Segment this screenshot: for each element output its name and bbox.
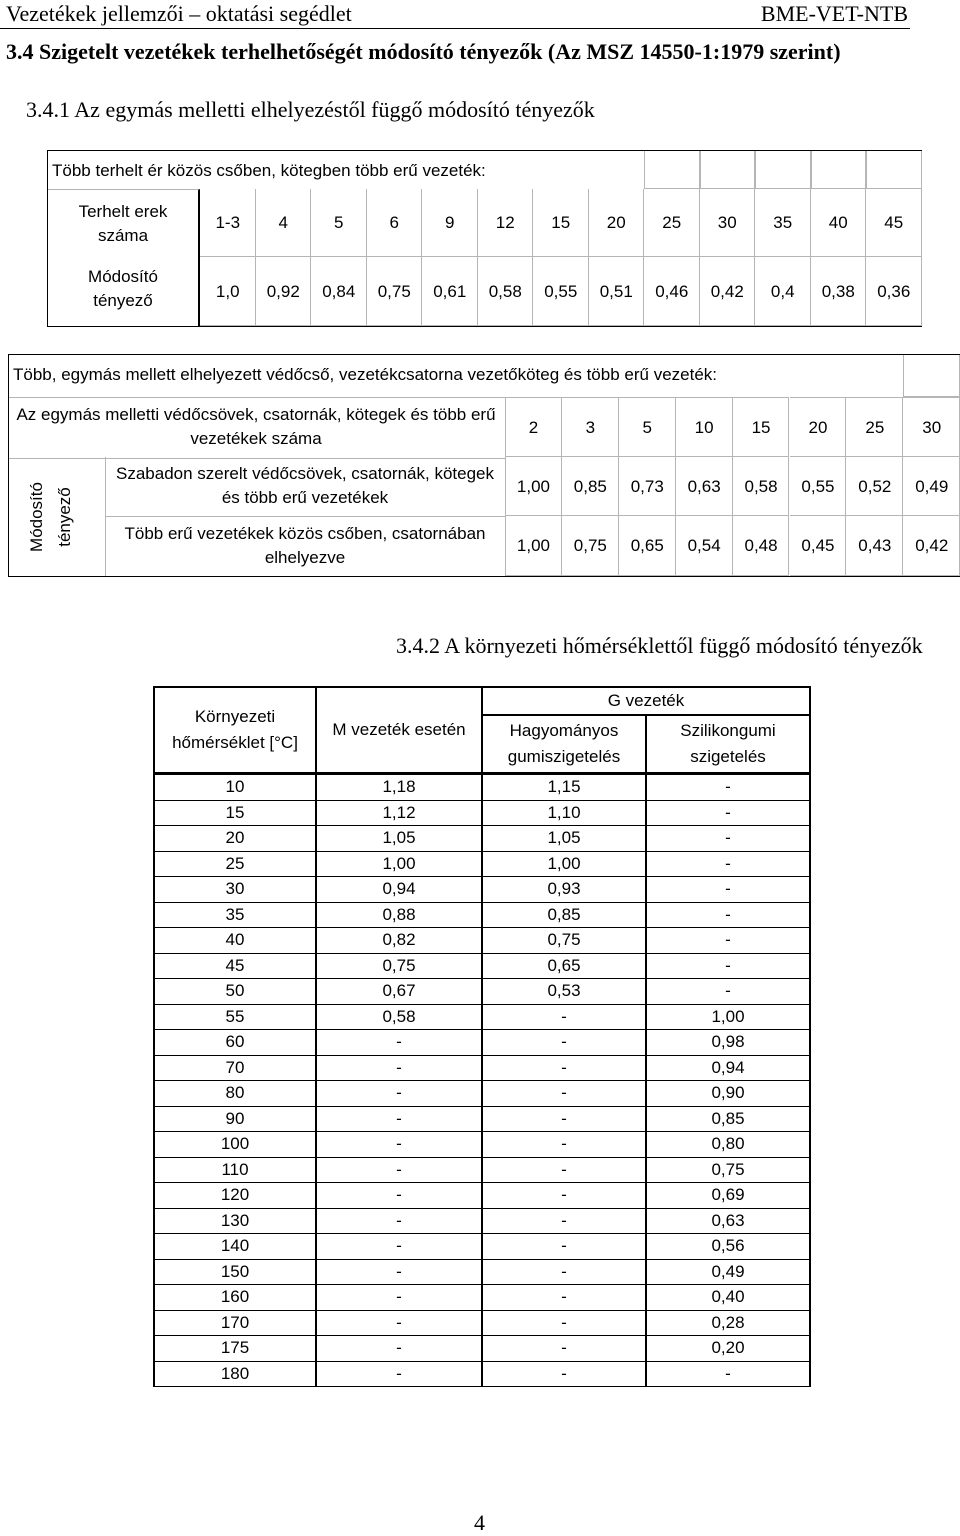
g-silicone-factor: -: [646, 774, 810, 801]
m-wire-factor: -: [316, 1361, 482, 1387]
table1-count-value: 20: [606, 213, 626, 232]
table2-cell: [790, 457, 847, 516]
table1-count-value: 30: [717, 213, 737, 232]
table1-label-column: [48, 189, 200, 327]
table1-row-label-factor: Módosító tényező: [88, 267, 158, 310]
table2-count-value: 15: [751, 418, 771, 437]
g-silicone-factor: 0,63: [646, 1208, 810, 1234]
g-silicone-factor: 0,69: [646, 1183, 810, 1209]
table1-cell: [589, 257, 645, 326]
header-rule: [0, 28, 910, 29]
m-wire-factor: 0,94: [316, 877, 482, 903]
table1-count-value: 12: [495, 213, 515, 232]
table-row: [154, 979, 810, 1005]
table2-count-label-cell: [9, 397, 506, 459]
temperature-value: 40: [154, 928, 316, 954]
table-row: [154, 1081, 810, 1107]
m-wire-factor: -: [316, 1157, 482, 1183]
table2-cell: [676, 516, 733, 576]
temperature-value: 80: [154, 1081, 316, 1107]
m-wire-factor: -: [316, 1285, 482, 1311]
g-silicone-factor: -: [646, 979, 810, 1005]
table2-side-label-cell: [9, 457, 106, 576]
table1-count-value: 35: [773, 213, 793, 232]
table1-cell: [644, 189, 700, 257]
g-silicone-factor: 0,56: [646, 1234, 810, 1260]
g-rubber-factor: -: [482, 1081, 646, 1107]
table2-row-label-free: Szabadon szerelt védőcsövek, csatornák, kötegek és több erű vezetékek: [116, 464, 494, 507]
table2-count-value: 3: [585, 418, 596, 437]
m-wire-factor: -: [316, 1259, 482, 1285]
table-adjacent-conduits: [8, 354, 960, 577]
g-rubber-factor: -: [482, 1055, 646, 1081]
table2-cell: [903, 457, 960, 516]
temperature-value: 130: [154, 1208, 316, 1234]
temperature-value: 25: [154, 851, 316, 877]
temperature-value: 60: [154, 1030, 316, 1056]
table1-factor-value: 0,92: [266, 281, 300, 301]
table1-cell: [422, 257, 478, 326]
table1-cell: [700, 189, 756, 257]
table1-count-value: 25: [662, 213, 682, 232]
table2-common-value: 0,48: [744, 536, 778, 555]
table1-factor-value: 0,46: [655, 281, 689, 301]
table2-cell: [846, 516, 903, 576]
table2-free-value: 1,00: [516, 476, 550, 496]
table1-row-label-count: Terhelt erek száma: [78, 202, 168, 245]
table1-factor-value: 0,84: [322, 281, 356, 301]
m-wire-factor: 1,00: [316, 851, 482, 877]
g-rubber-factor: -: [482, 1310, 646, 1336]
table-row: [154, 1234, 810, 1260]
table2-cell: [505, 397, 562, 457]
g-rubber-factor: 0,53: [482, 979, 646, 1005]
table2-free-value: 0,52: [858, 476, 892, 496]
g-silicone-factor: 1,00: [646, 1004, 810, 1030]
table2-free-value: 0,58: [744, 476, 778, 496]
table1-cell: [422, 189, 478, 257]
table-row: [154, 1106, 810, 1132]
table1-factor-value: 1,0: [215, 281, 240, 301]
table2-row-label-common-cell: [105, 516, 506, 576]
g-silicone-factor: -: [646, 800, 810, 826]
table1-cell: [311, 257, 367, 326]
page-header: [0, 0, 960, 30]
g-silicone-factor: 0,98: [646, 1030, 810, 1056]
g-silicone-factor: 0,20: [646, 1336, 810, 1362]
temperature-value: 150: [154, 1259, 316, 1285]
g-rubber-factor: 1,10: [482, 800, 646, 826]
table1-cell: [533, 189, 589, 257]
table1-empty-cell: [700, 151, 756, 189]
table-row: [154, 1004, 810, 1030]
m-wire-factor: -: [316, 1030, 482, 1056]
table1-cell: [755, 257, 811, 326]
table1-cell: [866, 257, 922, 326]
temperature-value: 45: [154, 953, 316, 979]
m-wire-factor: 0,82: [316, 928, 482, 954]
m-wire-factor: -: [316, 1081, 482, 1107]
table2-side-label-2: tényező: [55, 487, 74, 547]
table2-common-value: 0,75: [573, 536, 607, 555]
table1-cell: [200, 257, 256, 326]
table1-factor-value: 0,38: [821, 281, 855, 301]
m-wire-factor: -: [316, 1310, 482, 1336]
m-wire-factor: 0,58: [316, 1004, 482, 1030]
table-row: [154, 826, 810, 852]
table2-empty-cell: [903, 355, 960, 397]
table1-factor-value: 0,42: [710, 281, 744, 301]
table1-empty-cell: [866, 151, 922, 189]
g-silicone-factor: -: [646, 851, 810, 877]
table2-cell: [562, 516, 619, 576]
temperature-value: 175: [154, 1336, 316, 1362]
table1-count-value: 15: [551, 213, 571, 232]
temperature-value: 90: [154, 1106, 316, 1132]
table1-cell: [533, 257, 589, 326]
m-wire-factor: -: [316, 1183, 482, 1209]
m-wire-factor: -: [316, 1336, 482, 1362]
g-silicone-factor: 0,49: [646, 1259, 810, 1285]
table-row: [154, 1259, 810, 1285]
table-row: [154, 774, 810, 801]
table1-count-value: 40: [828, 213, 848, 232]
header-right-title: BME-VET-NTB: [760, 1, 908, 26]
table2-cell: [846, 397, 903, 457]
g-rubber-factor: -: [482, 1030, 646, 1056]
table2-common-value: 0,45: [801, 536, 835, 555]
table1-cell: [256, 257, 312, 326]
table2-cell: [733, 397, 790, 457]
g-silicone-factor: 0,80: [646, 1132, 810, 1158]
table-row: [154, 1361, 810, 1387]
col-header-g-wire: G vezeték: [482, 687, 810, 715]
table2-cell: [562, 457, 619, 516]
temperature-value: 70: [154, 1055, 316, 1081]
g-rubber-factor: -: [482, 1285, 646, 1311]
table-temperature-factors: [153, 686, 811, 1387]
table2-common-value: 0,65: [630, 536, 664, 555]
g-silicone-factor: -: [646, 902, 810, 928]
table2-cell: [733, 516, 790, 576]
table3-body: [154, 774, 810, 1387]
table2-free-value: 0,63: [687, 476, 721, 496]
subsection-title-1: 3.4.1 Az egymás melletti elhelyezéstől függő módosító tényezők: [26, 97, 595, 122]
table1-cell: [811, 189, 867, 257]
g-silicone-factor: -: [646, 877, 810, 903]
table1-cell: [700, 257, 756, 326]
g-rubber-factor: -: [482, 1361, 646, 1387]
table1-factor-value: 0,58: [488, 281, 522, 301]
m-wire-factor: 0,67: [316, 979, 482, 1005]
table1-cell: [755, 189, 811, 257]
table1-cell: [311, 189, 367, 257]
temperature-value: 180: [154, 1361, 316, 1387]
table2-count-value: 25: [865, 418, 885, 437]
temperature-value: 110: [154, 1157, 316, 1183]
m-wire-factor: 1,18: [316, 774, 482, 801]
table2-count-value: 10: [694, 418, 714, 437]
header-left-title: Vezetékek jellemzői – oktatási segédlet: [6, 1, 352, 26]
table2-cell: [846, 457, 903, 516]
temperature-value: 100: [154, 1132, 316, 1158]
section-title: 3.4 Szigetelt vezetékek terhelhetőségét módosító tényezők (Az MSZ 14550-1:1979 szerint): [6, 39, 841, 64]
table-row: [154, 851, 810, 877]
m-wire-factor: 0,75: [316, 953, 482, 979]
temperature-value: 35: [154, 902, 316, 928]
page-number: 4: [474, 1510, 485, 1535]
table1-count-value: 1-3: [215, 213, 241, 232]
table2-cell: [562, 397, 619, 457]
g-silicone-factor: 0,28: [646, 1310, 810, 1336]
g-rubber-factor: 0,85: [482, 902, 646, 928]
table1-cell: [200, 189, 256, 257]
g-rubber-factor: -: [482, 1004, 646, 1030]
table2-count-value: 30: [922, 418, 942, 437]
table2-row-label-common: Több erű vezetékek közös csőben, csatornában elhelyezve: [124, 524, 486, 567]
temperature-value: 55: [154, 1004, 316, 1030]
table-row: [154, 902, 810, 928]
table2-common-value: 0,54: [687, 536, 721, 555]
table1-empty-cell: [811, 151, 867, 189]
table2-common-value: 0,43: [858, 536, 892, 555]
temperature-value: 120: [154, 1183, 316, 1209]
table-row: [154, 1030, 810, 1056]
table-row: [154, 1285, 810, 1311]
g-rubber-factor: 0,65: [482, 953, 646, 979]
temperature-value: 170: [154, 1310, 316, 1336]
temperature-value: 15: [154, 800, 316, 826]
subsection-title-2: 3.4.2 A környezeti hőmérséklettől függő módosító tényezők: [396, 633, 923, 658]
g-rubber-factor: 1,05: [482, 826, 646, 852]
g-rubber-factor: -: [482, 1106, 646, 1132]
m-wire-factor: -: [316, 1132, 482, 1158]
col-header-g-silicone: Szilikongumi szigetelés: [646, 715, 810, 774]
g-silicone-factor: -: [646, 1361, 810, 1387]
m-wire-factor: -: [316, 1106, 482, 1132]
temperature-value: 30: [154, 877, 316, 903]
g-silicone-factor: 0,40: [646, 1285, 810, 1311]
table2-count-value: 5: [642, 418, 652, 437]
g-rubber-factor: 0,93: [482, 877, 646, 903]
table2-side-label-1: Módosító: [27, 482, 46, 552]
table1-factor-value: 0,4: [770, 281, 795, 301]
table2-row-label-free-cell: [105, 457, 506, 517]
g-silicone-factor: 0,85: [646, 1106, 810, 1132]
table2-cell: [505, 516, 562, 576]
temperature-value: 10: [154, 774, 316, 801]
g-rubber-factor: 1,15: [482, 774, 646, 801]
g-rubber-factor: -: [482, 1234, 646, 1260]
table1-empty-cell: [755, 151, 811, 189]
table1-cell: [367, 189, 423, 257]
m-wire-factor: -: [316, 1234, 482, 1260]
g-rubber-factor: -: [482, 1157, 646, 1183]
table2-free-value: 0,55: [801, 476, 835, 496]
g-rubber-factor: -: [482, 1208, 646, 1234]
table1-factor-value: 0,55: [544, 281, 578, 301]
table2-caption: Több, egymás mellett elhelyezett védőcső, vezetékcsatorna vezetőköteg és több erű vezeték:: [13, 365, 717, 384]
g-silicone-factor: -: [646, 826, 810, 852]
g-rubber-factor: 0,75: [482, 928, 646, 954]
table2-count-value: 20: [808, 418, 828, 437]
col-header-g-rubber: Hagyományos gumiszigetelés: [482, 715, 646, 774]
table2-count-label: Az egymás melletti védőcsövek, csatornák, kötegek és több erű vezetékek száma: [16, 405, 496, 448]
table1-factor-value: 0,61: [433, 281, 467, 301]
table2-cell: [505, 457, 562, 516]
table-row: [154, 1055, 810, 1081]
g-rubber-factor: -: [482, 1132, 646, 1158]
table1-cell: [256, 189, 312, 257]
table1-count-value: 4: [278, 213, 288, 232]
table1-count-value: 6: [389, 213, 399, 232]
temperature-value: 160: [154, 1285, 316, 1311]
g-silicone-factor: -: [646, 928, 810, 954]
table1-cell: [478, 257, 534, 326]
table-row: [154, 1157, 810, 1183]
table1-count-value: 9: [445, 213, 455, 232]
g-silicone-factor: 0,90: [646, 1081, 810, 1107]
table1-factor-value: 0,36: [877, 281, 911, 301]
m-wire-factor: 1,12: [316, 800, 482, 826]
table-row: [154, 928, 810, 954]
table-row: [154, 877, 810, 903]
temperature-value: 50: [154, 979, 316, 1005]
g-rubber-factor: -: [482, 1336, 646, 1362]
table2-cell: [676, 457, 733, 516]
temperature-value: 20: [154, 826, 316, 852]
table-row: [154, 1132, 810, 1158]
table2-cell: [790, 516, 847, 576]
g-rubber-factor: -: [482, 1183, 646, 1209]
table-row: [154, 1310, 810, 1336]
table1-factor-value: 0,75: [377, 281, 411, 301]
g-silicone-factor: 0,75: [646, 1157, 810, 1183]
table2-free-value: 0,73: [630, 476, 664, 496]
table-row: [154, 953, 810, 979]
g-rubber-factor: 1,00: [482, 851, 646, 877]
table2-cell: [619, 516, 676, 576]
table2-cell: [903, 516, 960, 576]
table2-common-value: 0,42: [915, 536, 949, 555]
table2-cell: [619, 397, 676, 457]
m-wire-factor: 1,05: [316, 826, 482, 852]
table2-cell: [903, 397, 960, 457]
table1-caption: Több terhelt ér közös csőben, kötegben több erű vezeték:: [52, 161, 486, 180]
g-rubber-factor: -: [482, 1259, 646, 1285]
table1-cell: [811, 257, 867, 326]
table1-factor-value: 0,51: [599, 281, 633, 301]
table1-count-value: 5: [334, 213, 344, 232]
m-wire-factor: 0,88: [316, 902, 482, 928]
table2-count-value: 2: [528, 418, 539, 437]
temperature-value: 140: [154, 1234, 316, 1260]
table2-common-value: 1,00: [516, 536, 550, 555]
m-wire-factor: -: [316, 1055, 482, 1081]
table-row: [154, 1208, 810, 1234]
table1-cell: [866, 189, 922, 257]
g-silicone-factor: -: [646, 953, 810, 979]
table-row: [154, 1183, 810, 1209]
table1-count-value: 45: [884, 213, 904, 232]
table2-cell: [676, 397, 733, 457]
table2-cell: [790, 397, 847, 457]
table-loaded-cores: [47, 150, 922, 327]
m-wire-factor: -: [316, 1208, 482, 1234]
table1-empty-cell: [644, 151, 700, 189]
table-row: [154, 1336, 810, 1362]
table1-cell: [367, 257, 423, 326]
table2-cell: [733, 457, 790, 516]
table1-cell: [644, 257, 700, 326]
table-row: [154, 800, 810, 826]
col-header-temperature: Környezeti hőmérséklet [°C]: [154, 687, 316, 774]
table2-cell: [619, 457, 676, 516]
table1-cell: [589, 189, 645, 257]
g-silicone-factor: 0,94: [646, 1055, 810, 1081]
col-header-m-wire: M vezeték esetén: [316, 687, 482, 774]
table2-free-value: 0,49: [915, 476, 949, 496]
table2-free-value: 0,85: [573, 476, 607, 496]
table1-cell: [478, 189, 534, 257]
